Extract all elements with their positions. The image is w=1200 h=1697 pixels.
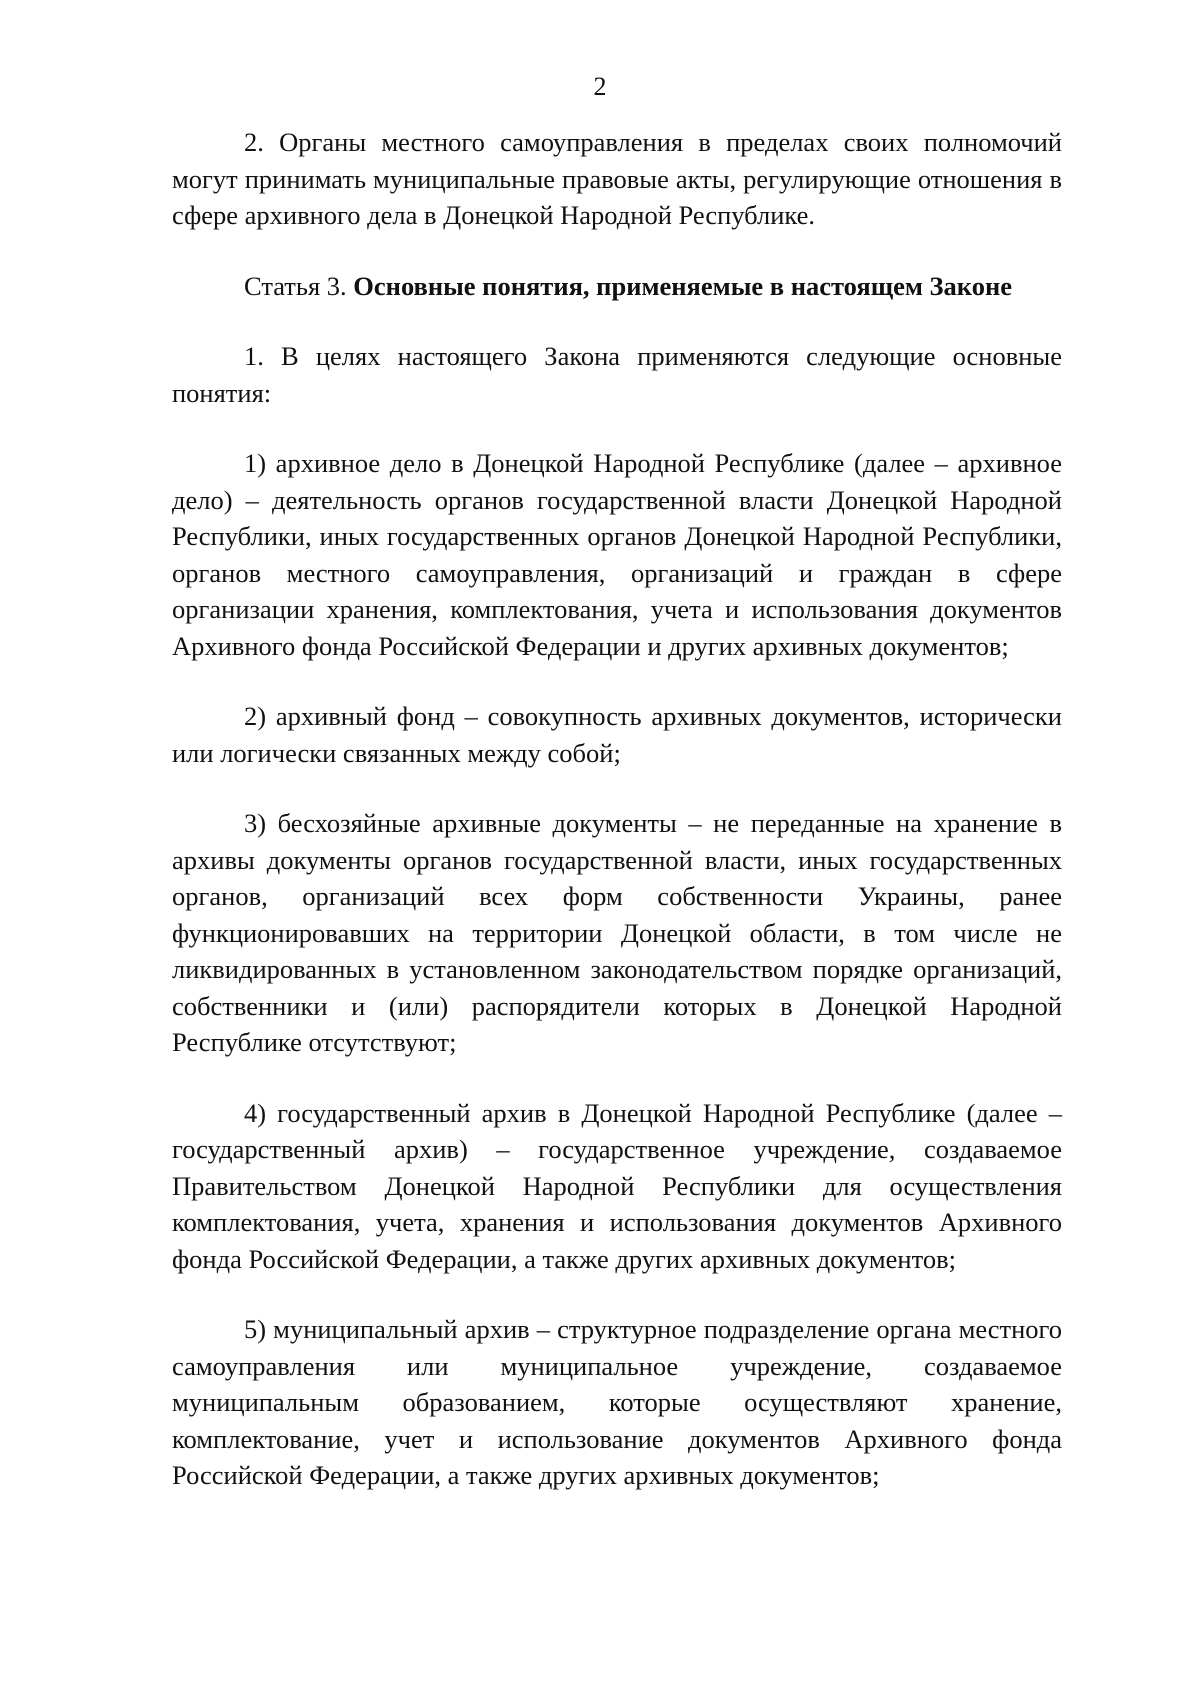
paragraph-concepts-intro: 1. В целях настоящего Закона применяются следующие основные понятия: <box>172 341 1062 408</box>
document-body <box>172 124 1062 1494</box>
definition-item-5: 5) муниципальный архив – структурное подразделение органа местного самоуправления или муниципальное учреждение, создаваемое муниципальным образованием, которые осуществляют хранение, комплектование, учет и использование документов Архивного фонда Российской Федерации, а также других архивных документов; <box>172 1314 1062 1490</box>
paragraph-local-government-acts: 2. Органы местного самоуправления в пределах своих полномочий могут принимать муниципальные правовые акты, регулирующие отношения в сфере архивного дела в Донецкой Народной Республике. <box>172 127 1062 230</box>
definition-item-3: 3) бесхозяйные архивные документы – не переданные на хранение в архивы документы органов государственной власти, иных государственных органов, организаций всех форм собственности Украины, ранее функционировавших на территории Донецкой области, в том числе не ликвидированных в установленном законодательством порядке организаций, собственники и (или) распорядители которых в Донецкой Народной Республике отсутствуют; <box>172 808 1062 1057</box>
article-heading <box>172 268 1062 305</box>
page-number: 2 <box>593 72 607 101</box>
definition-item-4: 4) государственный архив в Донецкой Народной Республике (далее – государственный архив) – государственное учреждение, создаваемое Правительством Донецкой Народной Республики для осуществления комплектования, учета, хранения и использования документов Архивного фонда Российской Федерации, а также других архивных документов; <box>172 1097 1062 1274</box>
definition-item-2: 2) архивный фонд – совокупность архивных документов, исторически или логически связанных между собой; <box>172 701 1062 768</box>
article-title: Основные понятия, применяемые в настоящем Законе <box>353 270 1012 301</box>
definition-item-1: 1) архивное дело в Донецкой Народной Республике (далее – архивное дело) – деятельность органов государственной власти Донецкой Народной Республики, иных государственных органов Донецкой Народной Республики, органов местного самоуправления, организаций и граждан в сфере организации хранения, комплектования, учета и использования документов Архивного фонда Российской Федерации и других архивных документов; <box>172 448 1062 661</box>
article-label: Статья 3. <box>244 270 347 301</box>
